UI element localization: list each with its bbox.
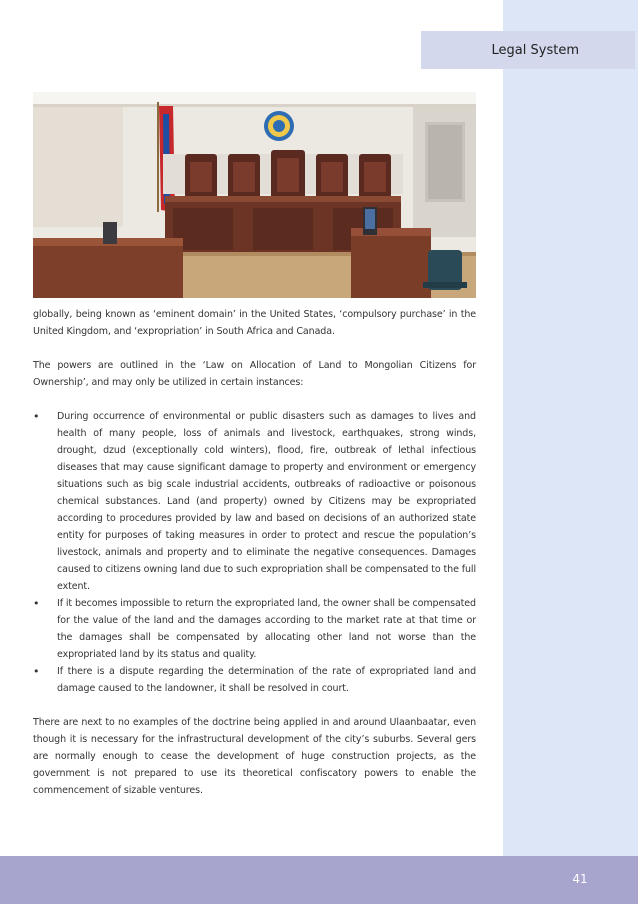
- side-panel: [503, 0, 638, 856]
- bullet-icon: •: [33, 665, 40, 678]
- paragraph-3: There are next to no examples of the doctrine being applied in and around Ulaanbaatar, even though it is necessary for the infrastructural development of the city’s suburbs. Several gers are normally enough to cease the development of huge construction projects, as the government is not prepared to use its theoretical confiscatory powers to enable the commencement of sizable ventures.: [33, 717, 476, 796]
- list-item-text: If there is a dispute regarding the determination of the rate of expropriated land and damage caused to the landowner, it shall be resolved in court.: [57, 666, 476, 694]
- section-title: Legal System: [491, 42, 579, 58]
- footer-bar: [0, 856, 638, 904]
- paragraph-2: The powers are outlined in the ‘Law on Allocation of Land to Mongolian Citizens for Ownership’, and may only be utilized in certain instances:: [33, 360, 476, 388]
- body-text: [33, 306, 476, 816]
- list-item: [33, 663, 476, 697]
- list-item: [33, 408, 476, 595]
- list-item-text: During occurrence of environmental or public disasters such as damages to lives and health of many people, loss of animals and livestock, earthquakes, strong winds, drought, dzud (exceptionally cold winters), flood, fire, outbreak of lethal infectious diseases that may cause significant damage to property and environment or emergency situations such as big scale industrial accidents, outbreaks of radioactive or poisonous chemical substances. Land (and property) owned by Citizens may be expropriated according to procedures provided by law and based on decisions of an authorized state entity for purposes of taking measures in order to protect and rescue the population’s livestock, animals and property and to eliminate the negative consequences. Damages caused to citizens owning land due to such expropriation shall be compensated to the full extent.: [57, 411, 476, 592]
- bullet-icon: •: [33, 597, 40, 610]
- list-item: [33, 595, 476, 663]
- list-item-text: If it becomes impossible to return the expropriated land, the owner shall be compensated for the value of the land and the damages according to the market rate at that time or the damages shall be compensated by allocating other land not worse than the expropriated land by its status and quality.: [57, 598, 476, 660]
- paragraph-1: globally, being known as ‘eminent domain’ in the United States, ‘compulsory purchase’ in the United Kingdom, and ‘expropriation’ in South Africa and Canada.: [33, 309, 476, 337]
- bullet-icon: •: [33, 410, 40, 423]
- page-number: 41: [572, 872, 588, 886]
- bullet-list: [33, 408, 476, 697]
- courtroom-photo: [33, 92, 476, 298]
- section-tab: [421, 31, 635, 69]
